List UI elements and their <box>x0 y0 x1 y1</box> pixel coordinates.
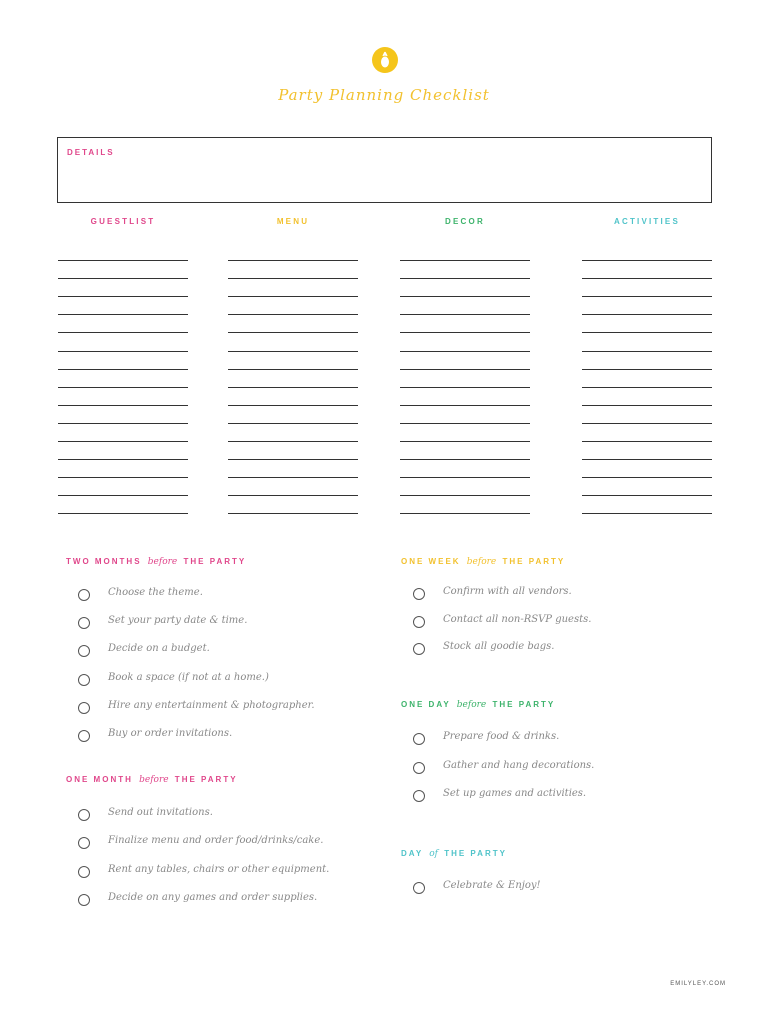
checkbox-circle-icon[interactable] <box>78 645 90 657</box>
checklist-item-label: Prepare food & drinks. <box>443 731 560 742</box>
checklist-item-label: Gather and hang decorations. <box>443 759 595 771</box>
write-in-line[interactable] <box>400 332 530 333</box>
checkbox-circle-icon[interactable] <box>413 733 425 745</box>
write-in-line[interactable] <box>400 314 530 315</box>
write-in-line[interactable] <box>400 495 530 496</box>
write-in-line[interactable] <box>400 278 530 279</box>
write-in-line[interactable] <box>58 387 188 388</box>
write-in-line[interactable] <box>582 332 712 333</box>
write-in-line[interactable] <box>400 513 530 514</box>
write-in-line[interactable] <box>228 423 358 424</box>
section-heading-suffix: THE PARTY <box>488 700 556 709</box>
write-in-line[interactable] <box>400 351 530 352</box>
write-in-line[interactable] <box>58 477 188 478</box>
write-in-line[interactable] <box>400 441 530 442</box>
checkbox-circle-icon[interactable] <box>413 762 425 774</box>
checklist-item-label: Stock all goodie bags. <box>443 641 555 652</box>
checklist-item-label: Rent any tables, chairs or other equipment. <box>108 863 330 875</box>
page-title: Party Planning Checklist <box>278 86 490 104</box>
decor-column <box>400 217 530 231</box>
checkbox-circle-icon[interactable] <box>78 674 90 686</box>
write-in-line[interactable] <box>58 423 188 424</box>
section-heading-suffix: THE PARTY <box>439 849 507 858</box>
write-in-line[interactable] <box>58 369 188 370</box>
write-in-line[interactable] <box>582 351 712 352</box>
checkbox-circle-icon[interactable] <box>78 589 90 601</box>
checklist-item-label: Celebrate & Enjoy! <box>443 880 541 891</box>
checkbox-circle-icon[interactable] <box>78 702 90 714</box>
section-heading <box>66 775 238 785</box>
section-heading <box>401 700 555 710</box>
write-in-line[interactable] <box>400 459 530 460</box>
column-heading: GUESTLIST <box>90 217 156 226</box>
section-heading-connector: before <box>147 557 178 567</box>
write-in-line[interactable] <box>228 513 358 514</box>
write-in-line[interactable] <box>58 296 188 297</box>
write-in-line[interactable] <box>400 405 530 406</box>
pineapple-icon <box>372 47 398 73</box>
checklist-item-label: Set up games and activities. <box>443 788 587 799</box>
checklist-item-label: Confirm with all vendors. <box>443 586 572 597</box>
checkbox-circle-icon[interactable] <box>413 616 425 628</box>
write-in-line[interactable] <box>582 296 712 297</box>
write-in-line[interactable] <box>582 513 712 514</box>
write-in-line[interactable] <box>228 296 358 297</box>
one-month-section <box>66 775 330 903</box>
checkbox-circle-icon[interactable] <box>78 730 90 742</box>
checkbox-circle-icon[interactable] <box>413 643 425 655</box>
write-in-line[interactable] <box>228 351 358 352</box>
write-in-line[interactable] <box>228 477 358 478</box>
section-heading-prefix: ONE MONTH <box>66 775 138 784</box>
section-heading-suffix: THE PARTY <box>179 557 247 566</box>
section-heading <box>66 557 246 567</box>
column-heading: MENU <box>276 217 310 226</box>
write-in-line[interactable] <box>228 459 358 460</box>
checklist-item-label: Contact all non-RSVP guests. <box>443 613 592 625</box>
write-in-line[interactable] <box>228 260 358 261</box>
section-heading <box>401 557 565 567</box>
write-in-line[interactable] <box>58 314 188 315</box>
checkbox-circle-icon[interactable] <box>413 790 425 802</box>
checklist-item-label: Buy or order invitations. <box>108 728 233 739</box>
write-in-line[interactable] <box>228 332 358 333</box>
write-in-line[interactable] <box>582 260 712 261</box>
write-in-line[interactable] <box>228 278 358 279</box>
write-in-line[interactable] <box>582 441 712 442</box>
day-of-section <box>401 849 541 891</box>
write-in-line[interactable] <box>58 260 188 261</box>
section-heading-prefix: TWO MONTHS <box>66 557 146 566</box>
checklist-item-label: Decide on any games and order supplies. <box>108 891 318 903</box>
write-in-line[interactable] <box>400 369 530 370</box>
checkbox-circle-icon[interactable] <box>78 837 90 849</box>
write-in-line[interactable] <box>228 441 358 442</box>
column-heading: DECOR <box>445 217 485 226</box>
details-label: DETAILS <box>67 148 115 157</box>
checklist-item-label: Hire any entertainment & photographer. <box>108 699 315 711</box>
menu-column <box>228 217 358 231</box>
write-in-line[interactable] <box>582 369 712 370</box>
write-in-line[interactable] <box>400 296 530 297</box>
section-heading-connector: before <box>456 700 487 710</box>
section-heading-suffix: THE PARTY <box>498 557 566 566</box>
write-in-line[interactable] <box>58 278 188 279</box>
checkbox-circle-icon[interactable] <box>78 894 90 906</box>
checklist-item-label: Send out invitations. <box>108 807 213 818</box>
write-in-line[interactable] <box>228 387 358 388</box>
write-in-line[interactable] <box>582 459 712 460</box>
one-day-section <box>401 700 595 799</box>
write-in-line[interactable] <box>582 387 712 388</box>
checkbox-circle-icon[interactable] <box>78 866 90 878</box>
checkbox-circle-icon[interactable] <box>413 588 425 600</box>
footer-url: EMILYLEY.COM <box>670 981 726 987</box>
write-in-line[interactable] <box>58 405 188 406</box>
section-heading-suffix: THE PARTY <box>170 775 238 784</box>
checklist-item-label: Set your party date & time. <box>108 615 248 627</box>
write-in-line[interactable] <box>58 495 188 496</box>
checkbox-circle-icon[interactable] <box>78 617 90 629</box>
write-in-line[interactable] <box>400 260 530 261</box>
write-in-line[interactable] <box>582 278 712 279</box>
checkbox-circle-icon[interactable] <box>413 882 425 894</box>
write-in-line[interactable] <box>228 314 358 315</box>
section-heading-connector: of <box>429 849 438 859</box>
write-in-line[interactable] <box>582 495 712 496</box>
one-week-section <box>401 557 592 652</box>
section-heading-prefix: ONE WEEK <box>401 557 465 566</box>
checklist-item-label: Book a space (if not at a home.) <box>108 671 269 683</box>
two-months-section <box>66 557 315 739</box>
section-heading-connector: before <box>466 557 497 567</box>
write-in-line[interactable] <box>58 441 188 442</box>
write-in-line[interactable] <box>400 387 530 388</box>
write-in-line[interactable] <box>58 332 188 333</box>
checklist-item-label: Finalize menu and order food/drinks/cake. <box>108 835 324 847</box>
write-in-line[interactable] <box>400 477 530 478</box>
write-in-line[interactable] <box>400 423 530 424</box>
section-heading <box>401 849 507 859</box>
write-in-line[interactable] <box>228 405 358 406</box>
details-box[interactable] <box>57 137 712 203</box>
write-in-line[interactable] <box>582 405 712 406</box>
guestlist-column <box>58 217 188 231</box>
checkbox-circle-icon[interactable] <box>78 809 90 821</box>
section-heading-connector: before <box>139 775 169 785</box>
section-heading-prefix: ONE DAY <box>401 700 455 709</box>
write-in-line[interactable] <box>58 459 188 460</box>
write-in-line[interactable] <box>228 495 358 496</box>
write-in-line[interactable] <box>228 369 358 370</box>
write-in-line[interactable] <box>582 477 712 478</box>
write-in-line[interactable] <box>582 314 712 315</box>
write-in-line[interactable] <box>58 351 188 352</box>
checklist-item-label: Decide on a budget. <box>108 643 210 655</box>
write-in-line[interactable] <box>582 423 712 424</box>
checklist-item-label: Choose the theme. <box>108 587 203 598</box>
activities-column <box>582 217 712 231</box>
section-heading-prefix: DAY <box>401 849 428 858</box>
write-in-line[interactable] <box>58 513 188 514</box>
column-heading: ACTIVITIES <box>613 217 680 226</box>
